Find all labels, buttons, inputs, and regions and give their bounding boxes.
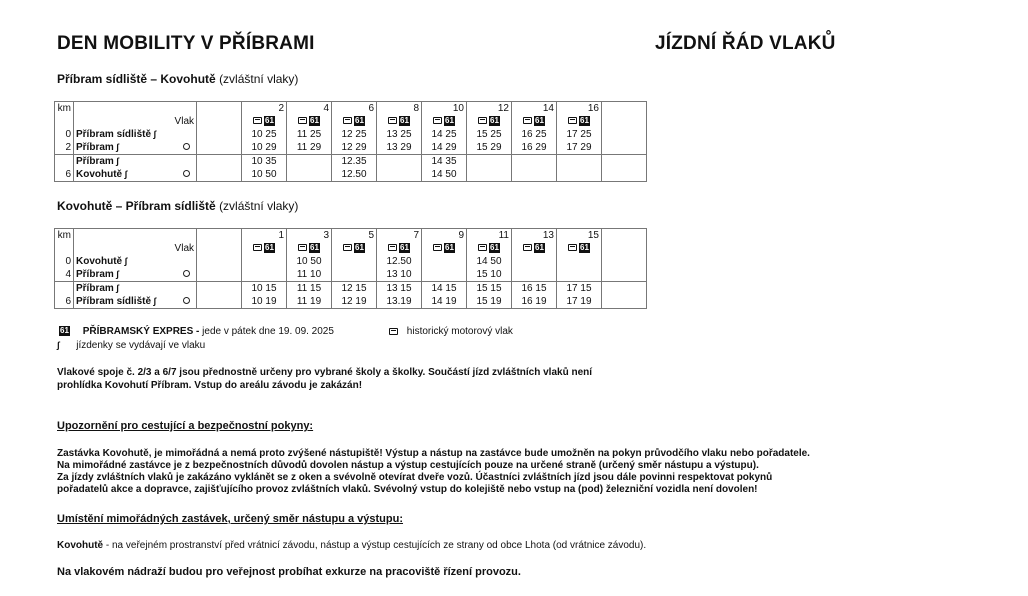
train-number: 10 [422, 102, 467, 116]
request-stop-icon [183, 143, 190, 150]
empty-cell [197, 229, 242, 243]
time-cell [332, 268, 377, 282]
empty-cell [197, 242, 242, 255]
location-desc: - na veřejném prostranství před vrátnicí závodu, nástup a výstup cestujících ze strany od obce Lhota (od vrátnice závodu). [103, 540, 647, 551]
train-type-cell [287, 115, 332, 128]
note-line: Vlakové spoje č. 2/3 a 6/7 jsou přednostně určeny pro vybrané školy a školky. Součástí jízd zvláštních vlaků není [57, 367, 593, 378]
railcar-icon [523, 117, 532, 124]
table-row [55, 141, 647, 155]
station-label: Kovohutě [76, 169, 123, 180]
time-cell [512, 255, 557, 268]
train-type-cell [512, 242, 557, 255]
page-title: DEN MOBILITY V PŘÍBRAMI [57, 33, 315, 54]
time-cell [512, 168, 557, 182]
station-label: Kovohutě [76, 256, 123, 267]
header-row [55, 229, 647, 243]
time-cell: 13.19 [377, 295, 422, 309]
empty-cell [197, 268, 242, 282]
station-label: Příbram sídliště [76, 296, 152, 307]
location-heading: Umístění mimořádných zastávek, určený směr nástupu a výstupu: [57, 513, 404, 525]
railcar-icon [388, 244, 397, 251]
time-cell: 14 15 [422, 282, 467, 296]
legend-expres-name: PŘÍBRAMSKÝ EXPRES - [82, 326, 200, 337]
ticket-icon: ∫ [113, 156, 119, 166]
badge-61-icon: 61 [310, 115, 319, 125]
time-cell: 15 15 [467, 282, 512, 296]
time-cell: 16 15 [512, 282, 557, 296]
time-cell: 16 19 [512, 295, 557, 309]
train-number: 11 [467, 229, 512, 243]
railcar-icon [388, 117, 397, 124]
km-header: km [57, 229, 71, 241]
train-type-cell [242, 242, 287, 255]
section-title-text: Příbram sídliště – Kovohutě [57, 72, 216, 86]
empty-cell [197, 168, 242, 182]
railcar-icon [568, 117, 577, 124]
railcar-icon [253, 244, 262, 251]
safety-line: Za jízdy zvláštních vlaků je zakázáno vyklánět se z oken a svévolně otevírat dveře vozů. Účastníci zvláštních jízd jsou dále povinni respektovat pokynů [57, 472, 773, 483]
time-cell: 10 15 [242, 282, 287, 296]
time-cell: 11 29 [287, 141, 332, 155]
header-row [55, 102, 647, 116]
time-cell: 15 19 [467, 295, 512, 309]
time-cell: 17 29 [557, 141, 602, 155]
railcar-icon [478, 117, 487, 124]
station-name [74, 128, 197, 141]
train-type-cell [242, 115, 287, 128]
section-title-return [57, 199, 298, 213]
ticket-icon: ∫ [113, 283, 119, 293]
badge-61-icon: 61 [265, 242, 274, 252]
time-cell: 14 35 [422, 155, 467, 169]
time-cell: 15 29 [467, 141, 512, 155]
railcar-icon [343, 244, 352, 251]
time-cell [512, 268, 557, 282]
vlak-label: Vlak [74, 242, 197, 255]
train-type-cell [287, 242, 332, 255]
time-cell [377, 168, 422, 182]
train-number: 2 [242, 102, 287, 116]
ticket-icon: ∫ [122, 256, 128, 266]
time-cell: 14 25 [422, 128, 467, 141]
time-cell: 13 10 [377, 268, 422, 282]
legend-ticket [57, 340, 205, 351]
section-title-outbound [57, 72, 298, 86]
train-number: 7 [377, 229, 422, 243]
train-number: 4 [287, 102, 332, 116]
railcar-icon [298, 117, 307, 124]
station-name [74, 168, 197, 182]
train-type-cell [557, 242, 602, 255]
table-row [55, 128, 647, 141]
badge-61-icon: 61 [490, 115, 499, 125]
train-number: 14 [512, 102, 557, 116]
header-icons-row [55, 115, 647, 128]
train-type-cell [512, 115, 557, 128]
badge-61-icon: 61 [445, 115, 454, 125]
train-number: 15 [557, 229, 602, 243]
badge-61-icon: 61 [445, 242, 454, 252]
station-label: Příbram [76, 283, 114, 294]
ticket-icon: ∫ [122, 169, 128, 179]
timetable-outbound [54, 101, 647, 182]
empty-cell [602, 141, 647, 155]
km-value: 0 [65, 128, 71, 140]
time-cell: 11 19 [287, 295, 332, 309]
ticket-icon: ∫ [151, 129, 156, 139]
train-type-cell [467, 242, 512, 255]
train-number: 1 [242, 229, 287, 243]
time-cell: 12 15 [332, 282, 377, 296]
badge-61-icon: 61 [400, 115, 409, 125]
empty-cell [197, 255, 242, 268]
train-type-cell [467, 115, 512, 128]
time-cell: 17 15 [557, 282, 602, 296]
train-type-cell [557, 115, 602, 128]
railcar-icon [478, 244, 487, 251]
railcar-icon [433, 244, 442, 251]
station-header [74, 229, 197, 243]
badge-61-icon: 61 [60, 326, 69, 336]
time-cell: 10 25 [242, 128, 287, 141]
note-line: prohlídka Kovohutí Příbram. Vstup do areálu závodu je zakázán! [57, 380, 363, 391]
legend-ticket-text: jízdenky se vydávají ve vlaku [76, 340, 206, 351]
empty-cell [602, 115, 647, 128]
time-cell: 11 10 [287, 268, 332, 282]
ticket-icon: ∫ [113, 142, 119, 152]
time-cell: 12.50 [377, 255, 422, 268]
time-cell: 17 19 [557, 295, 602, 309]
badge-61-icon: 61 [310, 242, 319, 252]
train-type-cell [377, 242, 422, 255]
badge-61-icon: 61 [355, 115, 364, 125]
badge-61-icon: 61 [580, 242, 589, 252]
empty-cell [602, 102, 647, 116]
legend-motor [389, 326, 513, 337]
table-row [55, 282, 647, 296]
time-cell: 15 10 [467, 268, 512, 282]
km-header: km [57, 102, 71, 114]
train-number: 8 [377, 102, 422, 116]
empty-cell [197, 155, 242, 169]
empty-cell [602, 268, 647, 282]
time-cell [242, 255, 287, 268]
safety-line: Na mimořádné zastávce je z bezpečnostních důvodů dovolen nástup a výstup cestujících pouze na určené straně (určený směr nástupu a výstupu). [57, 460, 759, 471]
km-value: 6 [65, 295, 71, 307]
safety-heading: Upozornění pro cestující a bezpečnostní pokyny: [57, 420, 314, 432]
table-row [55, 155, 647, 169]
km-cell [55, 242, 74, 255]
train-number: 12 [467, 102, 512, 116]
time-cell [512, 155, 557, 169]
time-cell: 14 50 [467, 255, 512, 268]
empty-cell [197, 141, 242, 155]
location-text [57, 540, 646, 551]
time-cell [422, 255, 467, 268]
station-label: Příbram sídliště [76, 129, 152, 140]
badge-61-icon: 61 [490, 242, 499, 252]
km-cell [55, 115, 74, 128]
empty-cell [197, 128, 242, 141]
section-title-note: (zvláštní vlaky) [219, 72, 299, 86]
time-cell: 13 29 [377, 141, 422, 155]
empty-cell [197, 102, 242, 116]
time-cell: 10 35 [242, 155, 287, 169]
table-row [55, 168, 647, 182]
empty-cell [602, 282, 647, 296]
station-header [74, 102, 197, 116]
badge-61-icon: 61 [265, 115, 274, 125]
table-row [55, 255, 647, 268]
train-number: 16 [557, 102, 602, 116]
badge-61-icon: 61 [355, 242, 364, 252]
km-value: 0 [65, 255, 71, 267]
train-number: 5 [332, 229, 377, 243]
time-cell: 12 19 [332, 295, 377, 309]
time-cell: 17 25 [557, 128, 602, 141]
km-value [55, 155, 74, 169]
time-cell: 12 29 [332, 141, 377, 155]
station-name [74, 268, 197, 282]
empty-cell [602, 229, 647, 243]
timetable-return [54, 228, 647, 309]
train-number: 3 [287, 229, 332, 243]
station-label: Příbram [76, 156, 114, 167]
station-name [74, 255, 197, 268]
time-cell: 10 50 [287, 255, 332, 268]
time-cell: 12.50 [332, 168, 377, 182]
time-cell [287, 168, 332, 182]
time-cell [557, 168, 602, 182]
train-number: 9 [422, 229, 467, 243]
railcar-icon [523, 244, 532, 251]
train-type-cell [422, 115, 467, 128]
train-type-cell [422, 242, 467, 255]
badge-61-icon: 61 [580, 115, 589, 125]
header-icons-row [55, 242, 647, 255]
station-name [74, 282, 197, 296]
section-title-text: Kovohutě – Příbram sídliště [57, 199, 216, 213]
train-type-cell [377, 115, 422, 128]
location-name: Kovohutě [57, 540, 104, 551]
time-cell [332, 255, 377, 268]
railcar-icon [433, 117, 442, 124]
station-label: Příbram [76, 269, 114, 280]
time-cell: 13 25 [377, 128, 422, 141]
time-cell [467, 155, 512, 169]
vlak-label: Vlak [74, 115, 197, 128]
km-value: 2 [65, 141, 71, 153]
empty-cell [197, 115, 242, 128]
km-value: 4 [65, 268, 71, 280]
section-title-note: (zvláštní vlaky) [219, 199, 299, 213]
empty-cell [602, 255, 647, 268]
time-cell: 11 25 [287, 128, 332, 141]
badge-61-icon: 61 [400, 242, 409, 252]
empty-cell [602, 155, 647, 169]
time-cell [557, 255, 602, 268]
time-cell [422, 268, 467, 282]
time-cell [467, 168, 512, 182]
time-cell [557, 155, 602, 169]
empty-cell [602, 242, 647, 255]
badge-61-icon: 61 [535, 115, 544, 125]
safety-text [57, 448, 917, 496]
time-cell: 14 50 [422, 168, 467, 182]
time-cell: 10 29 [242, 141, 287, 155]
table-row [55, 268, 647, 282]
safety-line: Zastávka Kovohutě, je mimořádná a nemá proto zvýšené nástupiště! Výstup a nástup na zastávce bude umožněn na pokyn průvodčího vlaku nebo pořadatele. [57, 448, 810, 459]
page-subtitle: JÍZDNÍ ŘÁD VLAKŮ [655, 33, 836, 54]
train-note [57, 366, 657, 392]
legend-expres [57, 326, 334, 337]
railcar-icon [568, 244, 577, 251]
train-number: 13 [512, 229, 557, 243]
empty-cell [602, 128, 647, 141]
legend-expres-text: jede v pátek dne 19. 09. 2025 [202, 326, 334, 337]
ticket-icon: ∫ [113, 269, 119, 279]
time-cell [242, 268, 287, 282]
badge-61-icon: 61 [535, 242, 544, 252]
train-number: 6 [332, 102, 377, 116]
time-cell: 10 19 [242, 295, 287, 309]
time-cell: 16 29 [512, 141, 557, 155]
km-value [55, 282, 74, 296]
time-cell: 10 50 [242, 168, 287, 182]
time-cell: 13 15 [377, 282, 422, 296]
request-stop-icon [183, 170, 190, 177]
table-row [55, 295, 647, 309]
time-cell: 11 15 [287, 282, 332, 296]
empty-cell [602, 295, 647, 309]
station-name [74, 155, 197, 169]
time-cell [377, 155, 422, 169]
station-name [74, 141, 197, 155]
time-cell [287, 155, 332, 169]
km-value: 6 [65, 168, 71, 180]
time-cell: 16 25 [512, 128, 557, 141]
time-cell: 15 25 [467, 128, 512, 141]
request-stop-icon [183, 297, 190, 304]
ticket-icon: ∫ [151, 296, 156, 306]
train-type-cell [332, 115, 377, 128]
safety-line: pořadatelů akce a dopravce, zajišťujícího provoz zvláštních vlaků. Svévolný vstup do kolejiště nebo vstup na (pod) železniční vozidla není dovolen! [57, 484, 758, 495]
station-name [74, 295, 197, 309]
time-cell: 12 25 [332, 128, 377, 141]
empty-cell [197, 282, 242, 296]
train-type-cell [332, 242, 377, 255]
time-cell: 12.35 [332, 155, 377, 169]
railcar-icon [298, 244, 307, 251]
empty-cell [197, 295, 242, 309]
station-label: Příbram [76, 142, 114, 153]
request-stop-icon [183, 270, 190, 277]
railcar-icon [343, 117, 352, 124]
empty-cell [602, 168, 647, 182]
railcar-icon [253, 117, 262, 124]
time-cell [557, 268, 602, 282]
time-cell: 14 29 [422, 141, 467, 155]
legend-motor-text: historický motorový vlak [406, 326, 513, 337]
time-cell: 14 19 [422, 295, 467, 309]
final-note: Na vlakovém nádraží budou pro veřejnost probíhat exkurze na pracoviště řízení provozu. [57, 566, 521, 578]
railcar-icon [389, 328, 398, 335]
ticket-icon: ∫ [57, 340, 60, 350]
